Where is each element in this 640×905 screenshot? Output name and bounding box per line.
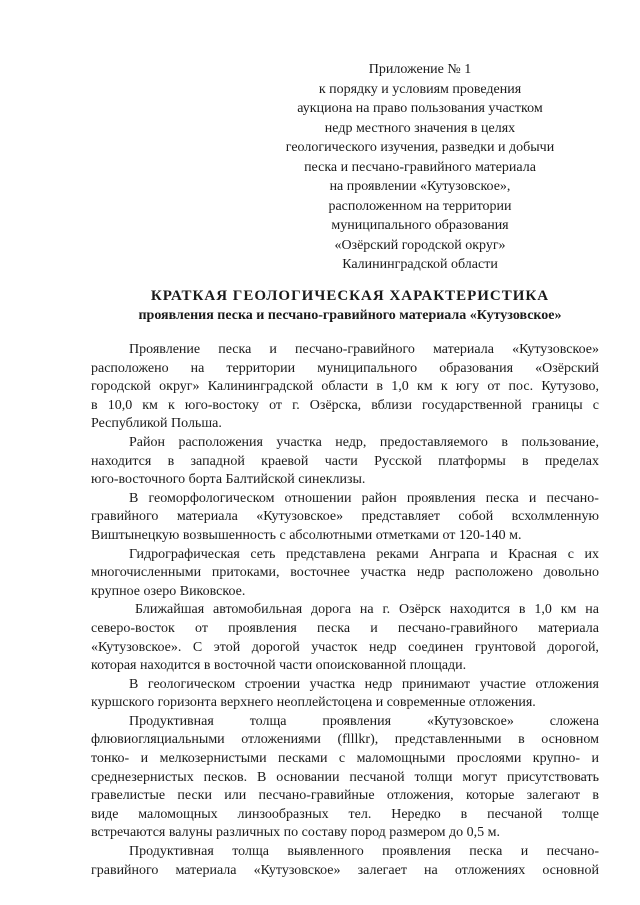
text-line: крупное озеро Виковское. [91, 583, 246, 599]
appendix-line: геологического изучения, разведки и добычи [285, 140, 555, 155]
text-line: Проявление песка и песчано-гравийного материала «Кутузовское» [129, 342, 599, 357]
paragraph [91, 676, 599, 713]
text-line: гравийного материала «Кутузовское» залегает на отложениях основной [91, 862, 599, 878]
text-line: гравелистые пески или песчано-гравийные отложения, которые залегают в [91, 788, 599, 804]
appendix-line: на проявлении «Кутузовское», [329, 179, 511, 194]
text-line: Ближайшая автомобильная дорога на г. Озёрск находится в 1,0 км на [135, 602, 599, 618]
document-body [91, 341, 599, 880]
text-line: которая находится в восточной части опоискованной площади. [91, 658, 467, 674]
text-line: гравийного материала «Кутузовское» представляет собой всхолмленную [91, 509, 599, 525]
appendix-line: недр местного значения в целях [324, 120, 516, 136]
document-title [80, 286, 620, 325]
paragraph [91, 843, 599, 880]
appendix-line: песка и песчано-гравийного материала [304, 159, 536, 175]
text-line: флювиогляциальными отложениями (flllkr), представленными в основном [91, 732, 599, 748]
text-line: находится в западной краевой части Русской платформы в пределах [91, 453, 599, 469]
text-line: встречаются валуны различных по составу пород размером до 0,5 м. [91, 825, 500, 841]
paragraph [91, 434, 599, 490]
paragraph [91, 546, 599, 602]
text-line: северо-восток от проявления песка и песчано-гравийного материала [91, 620, 599, 636]
paragraph [91, 341, 599, 434]
appendix-line: аукциона на право пользования участком [297, 101, 543, 116]
text-line: куршского горизонта верхнего неоплейстоцена и современные отложения. [91, 695, 536, 711]
appendix-header [282, 60, 558, 275]
text-line: виде маломощных линзообразных тел. Нередко в песчаной толще [91, 806, 599, 822]
paragraph [91, 490, 599, 546]
text-line: Гидрографическая сеть представлена реками Ангрaпа и Красная с их [129, 546, 599, 562]
text-line: городской округ» Калининградской области в 1,0 км к югу от пос. Кутузово, [91, 379, 599, 395]
paragraph [91, 713, 599, 843]
text-line: Район расположения участка недр, предоставляемого в пользование, [129, 434, 599, 450]
title-main: КРАТКАЯ ГЕОЛОГИЧЕСКАЯ ХАРАКТЕРИСТИКА [150, 288, 550, 304]
text-line: «Кутузовское». С этой дорогой участок недр соединен грунтовой дорогой, [91, 639, 599, 655]
paragraph [91, 601, 599, 675]
text-line: Республикой Польша. [91, 416, 222, 432]
text-line: В геоморфологическом отношении район проявления песка и песчано- [129, 490, 599, 506]
appendix-line: расположенном на территории [328, 198, 512, 214]
text-line: тонко- и мелкозернистыми песками с маломощными прослоями крупно- и [91, 751, 599, 767]
appendix-line: Калининградской области [342, 257, 498, 272]
text-line: среднезернистых песков. В основании песчаной толщи могут присутствовать [91, 769, 599, 785]
text-line: Виштынецкую возвышенность с абсолютными отметками от 120-140 м. [91, 527, 522, 543]
appendix-line: «Озёрский городской округ» [334, 237, 506, 253]
text-line: расположено на территории муниципального образования «Озёрский [91, 360, 599, 376]
text-line: в 10,0 км к юго-востоку от г. Озёрска, вблизи государственной границы с [91, 397, 599, 413]
text-line: многочисленными притоками, восточнее участка недр расположено довольно [91, 565, 599, 581]
appendix-line: к порядку и условиям проведения [318, 81, 522, 97]
text-line: В геологическом строении участка недр принимают участие отложения [129, 676, 599, 692]
title-subtitle: проявления песка и песчано-гравийного материала «Кутузовское» [138, 308, 562, 323]
text-line: Продуктивная толща проявления «Кутузовское» сложена [129, 713, 599, 729]
text-line: юго-восточного борта Балтийской синеклизы. [91, 472, 366, 488]
appendix-line: Приложение № 1 [368, 62, 472, 77]
text-line: Продуктивная толща выявленного проявления песка и песчано- [129, 844, 599, 860]
appendix-line: муниципального образования [331, 218, 509, 233]
